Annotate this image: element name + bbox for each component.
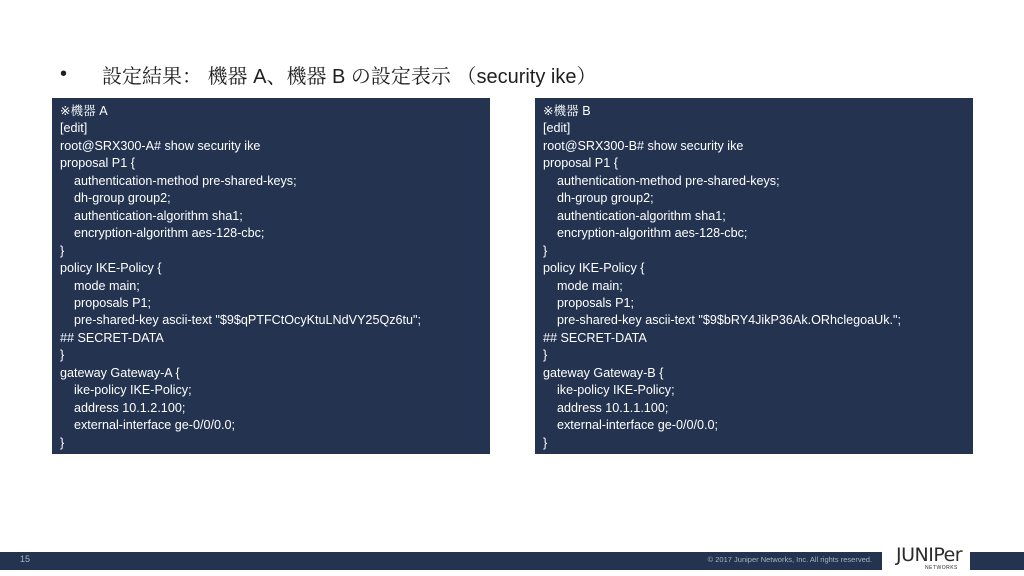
code-line: proposals P1; (60, 295, 152, 310)
code-line: authentication-method pre-shared-keys; (60, 173, 297, 188)
config-panel-device-b (535, 98, 973, 454)
logo-wordmark: JUNIPer (896, 544, 963, 566)
code-line: address 10.1.1.100; (543, 400, 669, 415)
page-number: 15 (20, 554, 31, 564)
code-line: gateway Gateway-B { (543, 365, 664, 380)
title-text: 設定結果： 機器 A、機器 B の設定表示 （security ike） (102, 66, 597, 88)
code-line: root@SRX300-A# show security ike (60, 138, 261, 153)
code-line: dh-group group2; (60, 191, 171, 206)
code-line: } (543, 348, 548, 363)
code-line: policy IKE-Policy { (60, 261, 162, 276)
code-line: address 10.1.2.100; (60, 400, 186, 415)
code-line: pre-shared-key ascii-text "$9$qPTFCtOcyKtuLNdVY25Qz6tu"; (60, 313, 422, 328)
code-line: ※機器 B (543, 104, 591, 118)
code-line: } (543, 243, 548, 258)
code-line: [edit] (543, 121, 571, 136)
code-line: } (543, 435, 548, 450)
code-line: } (60, 348, 65, 363)
code-line: mode main; (543, 278, 623, 293)
code-line: external-interface ge-0/0/0.0; (543, 418, 719, 433)
code-line: ike-policy IKE-Policy; (543, 383, 675, 398)
copyright-text: © 2017 Juniper Networks, Inc. All rights reserved. (707, 555, 872, 564)
code-line: policy IKE-Policy { (543, 261, 645, 276)
code-line: root@SRX300-B# show security ike (543, 138, 744, 153)
code-line: pre-shared-key ascii-text "$9$bRY4JikP36Ak.ORhclegoaUk."; (543, 313, 901, 328)
code-line: gateway Gateway-A { (60, 365, 180, 380)
code-line: [edit] (60, 121, 88, 136)
code-line: dh-group group2; (543, 191, 654, 206)
code-line: authentication-algorithm sha1; (60, 208, 243, 223)
code-line: proposals P1; (543, 295, 635, 310)
juniper-logo (896, 544, 963, 572)
code-line: } (60, 243, 65, 258)
code-line: authentication-method pre-shared-keys; (543, 173, 780, 188)
footer-bar (0, 552, 1024, 570)
code-line: ## SECRET-DATA (60, 330, 164, 345)
code-line: proposal P1 { (543, 156, 618, 171)
slide-title (60, 60, 597, 89)
code-line: proposal P1 { (60, 156, 135, 171)
code-line: ike-policy IKE-Policy; (60, 383, 192, 398)
code-line: encryption-algorithm aes-128-cbc; (60, 226, 265, 241)
code-line: authentication-algorithm sha1; (543, 208, 726, 223)
footer-bar-right (970, 552, 1024, 570)
code-line: encryption-algorithm aes-128-cbc; (543, 226, 748, 241)
bullet-point: • (60, 63, 68, 85)
code-line: external-interface ge-0/0/0.0; (60, 418, 236, 433)
logo-subtext: NETWORKS (925, 565, 958, 571)
code-line: ※機器 A (60, 104, 108, 118)
code-line: mode main; (60, 278, 140, 293)
config-panel-device-a (52, 98, 490, 454)
code-line: ## SECRET-DATA (543, 330, 647, 345)
code-line: } (60, 435, 65, 450)
